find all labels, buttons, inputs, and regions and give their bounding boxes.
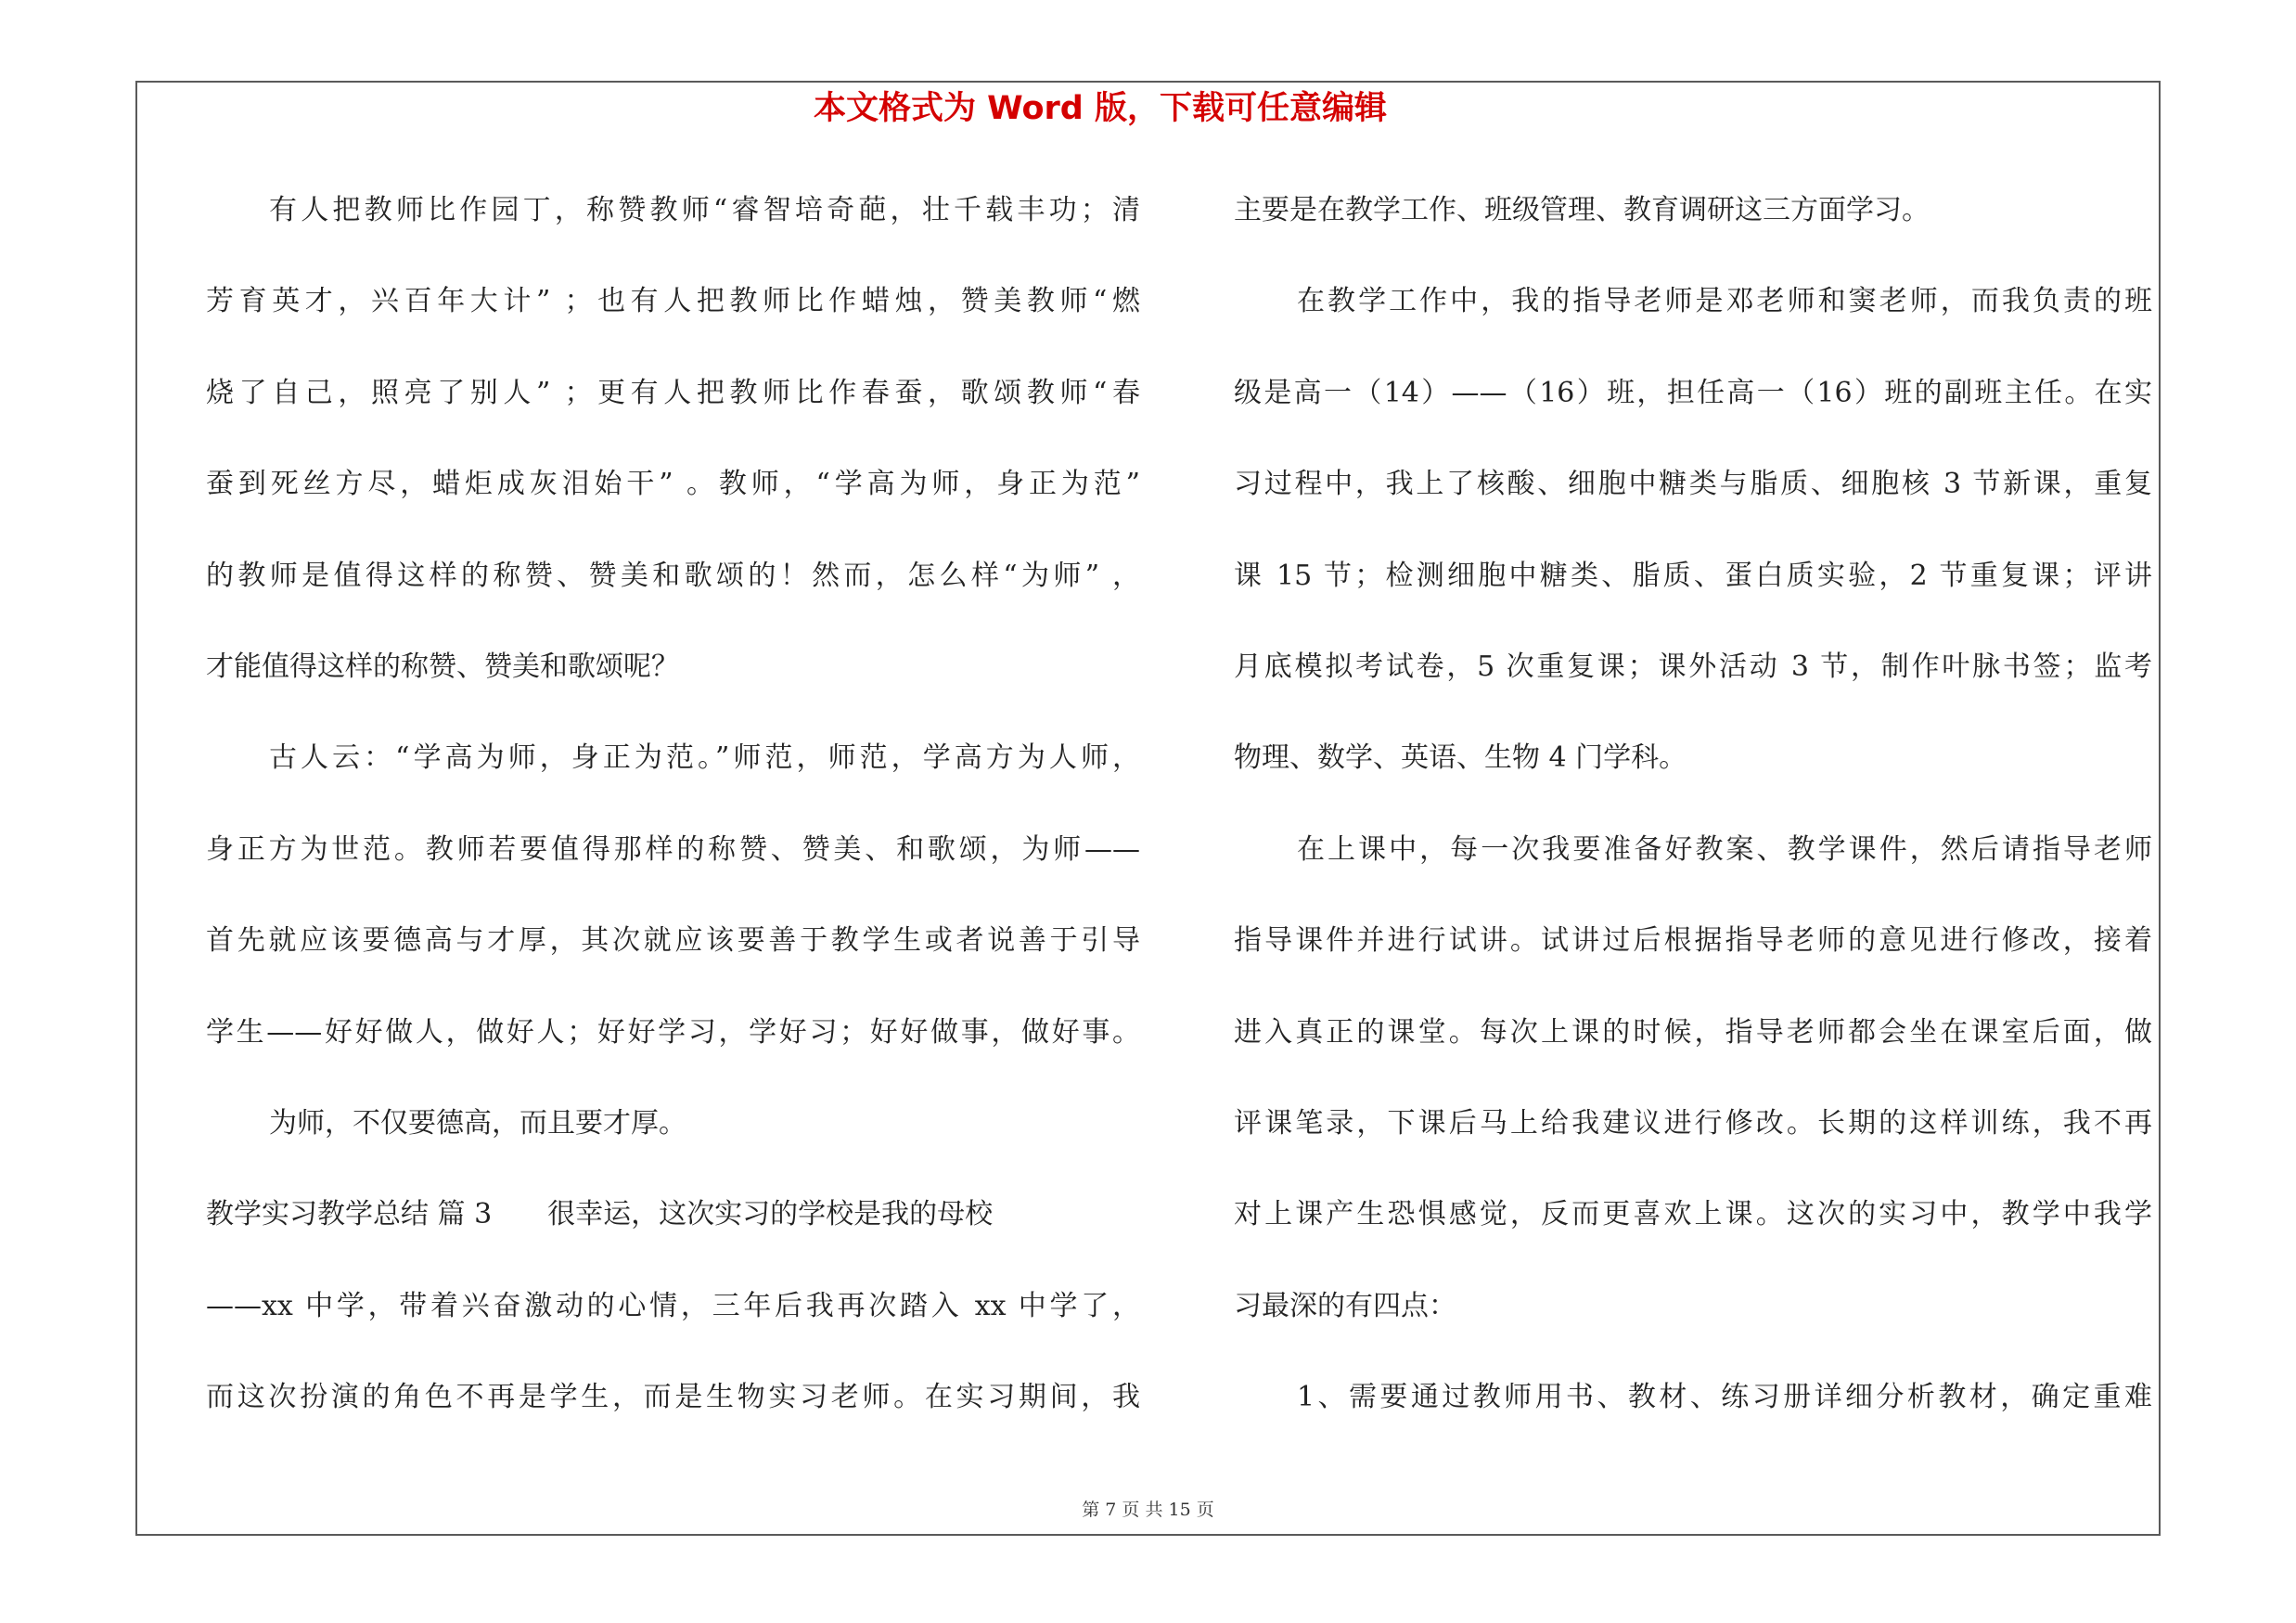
text-line: 进入真正的课堂。每次上课的时候，指导老师都会坐在课室后面，做	[1234, 1015, 2152, 1049]
text-line: 物理、数学、英语、生物 4 门学科。	[1234, 741, 1687, 775]
text-line: 身正方为世范。教师若要值得那样的称赞、赞美、和歌颂，为师——	[206, 832, 1140, 866]
text-line: 在教学工作中，我的指导老师是邓老师和窦老师，而我负责的班	[1297, 285, 2152, 318]
text-line: 指导课件并进行试讲。试讲过后根据指导老师的意见进行修改，接着	[1234, 924, 2152, 958]
text-line: 月底模拟考试卷，5 次重复课；课外活动 3 节，制作叶脉书签；监考	[1234, 650, 2152, 683]
text-line: 才能值得这样的称赞、赞美和歌颂呢？	[206, 650, 679, 683]
text-line: 的教师是值得这样的称赞、赞美和歌颂的！然而，怎么样“为师” ，	[206, 559, 1140, 592]
text-line: 为师，不仅要德高，而且要才厚。	[269, 1106, 686, 1140]
text-line: 级是高一（14）——（16）班，担任高一（16）班的副班主任。在实	[1234, 376, 2152, 409]
text-line: 在上课中，每一次我要准备好教案、教学课件，然后请指导老师	[1297, 832, 2152, 866]
text-line: 而这次扮演的角色不再是学生，而是生物实习老师。在实习期间，我	[206, 1381, 1140, 1414]
text-line: 课 15 节；检测细胞中糖类、脂质、蛋白质实验，2 节重复课；评讲	[1234, 559, 2152, 592]
text-line: 习过程中，我上了核酸、细胞中糖类与脂质、细胞核 3 节新课，重复	[1234, 468, 2152, 501]
text-line: 烧了自己，照亮了别人” ；更有人把教师比作春蚕，歌颂教师“春	[206, 376, 1140, 409]
left-text-column	[206, 165, 1140, 1443]
page-number: 第 7 页 共 15 页	[1082, 1500, 1214, 1520]
text-line: 蚕到死丝方尽，蜡炬成灰泪始干” 。教师，“学高为师，身正为范”	[206, 468, 1140, 501]
text-line: ——xx 中学，带着兴奋激动的心情，三年后我再次踏入 xx 中学了，	[206, 1289, 1140, 1322]
text-line: 主要是在教学工作、班级管理、教育调研这三方面学习。	[1234, 194, 1930, 226]
text-line: 1、需要通过教师用书、教材、练习册详细分析教材，确定重难	[1297, 1381, 2152, 1414]
text-line: 学生——好好做人，做好人；好好学习，学好习；好好做事，做好事。	[206, 1015, 1140, 1049]
text-line: 有人把教师比作园丁，称赞教师“睿智培奇葩，壮千载丰功；清	[269, 194, 1140, 226]
text-line: 芳育英才，兴百年大计” ；也有人把教师比作蜡烛，赞美教师“燃	[206, 285, 1140, 318]
section-heading-line: 教学实习教学总结 篇 3 很幸运，这次实习的学校是我的母校	[206, 1198, 994, 1231]
text-line: 对上课产生恐惧感觉，反而更喜欢上课。这次的实习中，教学中我学	[1234, 1198, 2152, 1231]
text-line: 首先就应该要德高与才厚，其次就应该要善于教学生或者说善于引导	[206, 924, 1140, 958]
document-banner: 本文格式为 Word 版，下载可任意编辑	[813, 90, 1388, 127]
text-line: 习最深的有四点：	[1234, 1289, 1456, 1322]
text-line: 古人云：“学高为师，身正为范。”师范，师范，学高方为人师，	[269, 741, 1140, 775]
text-line: 评课笔录，下课后马上给我建议进行修改。长期的这样训练，我不再	[1234, 1106, 2152, 1140]
right-text-column	[1234, 165, 2152, 1443]
